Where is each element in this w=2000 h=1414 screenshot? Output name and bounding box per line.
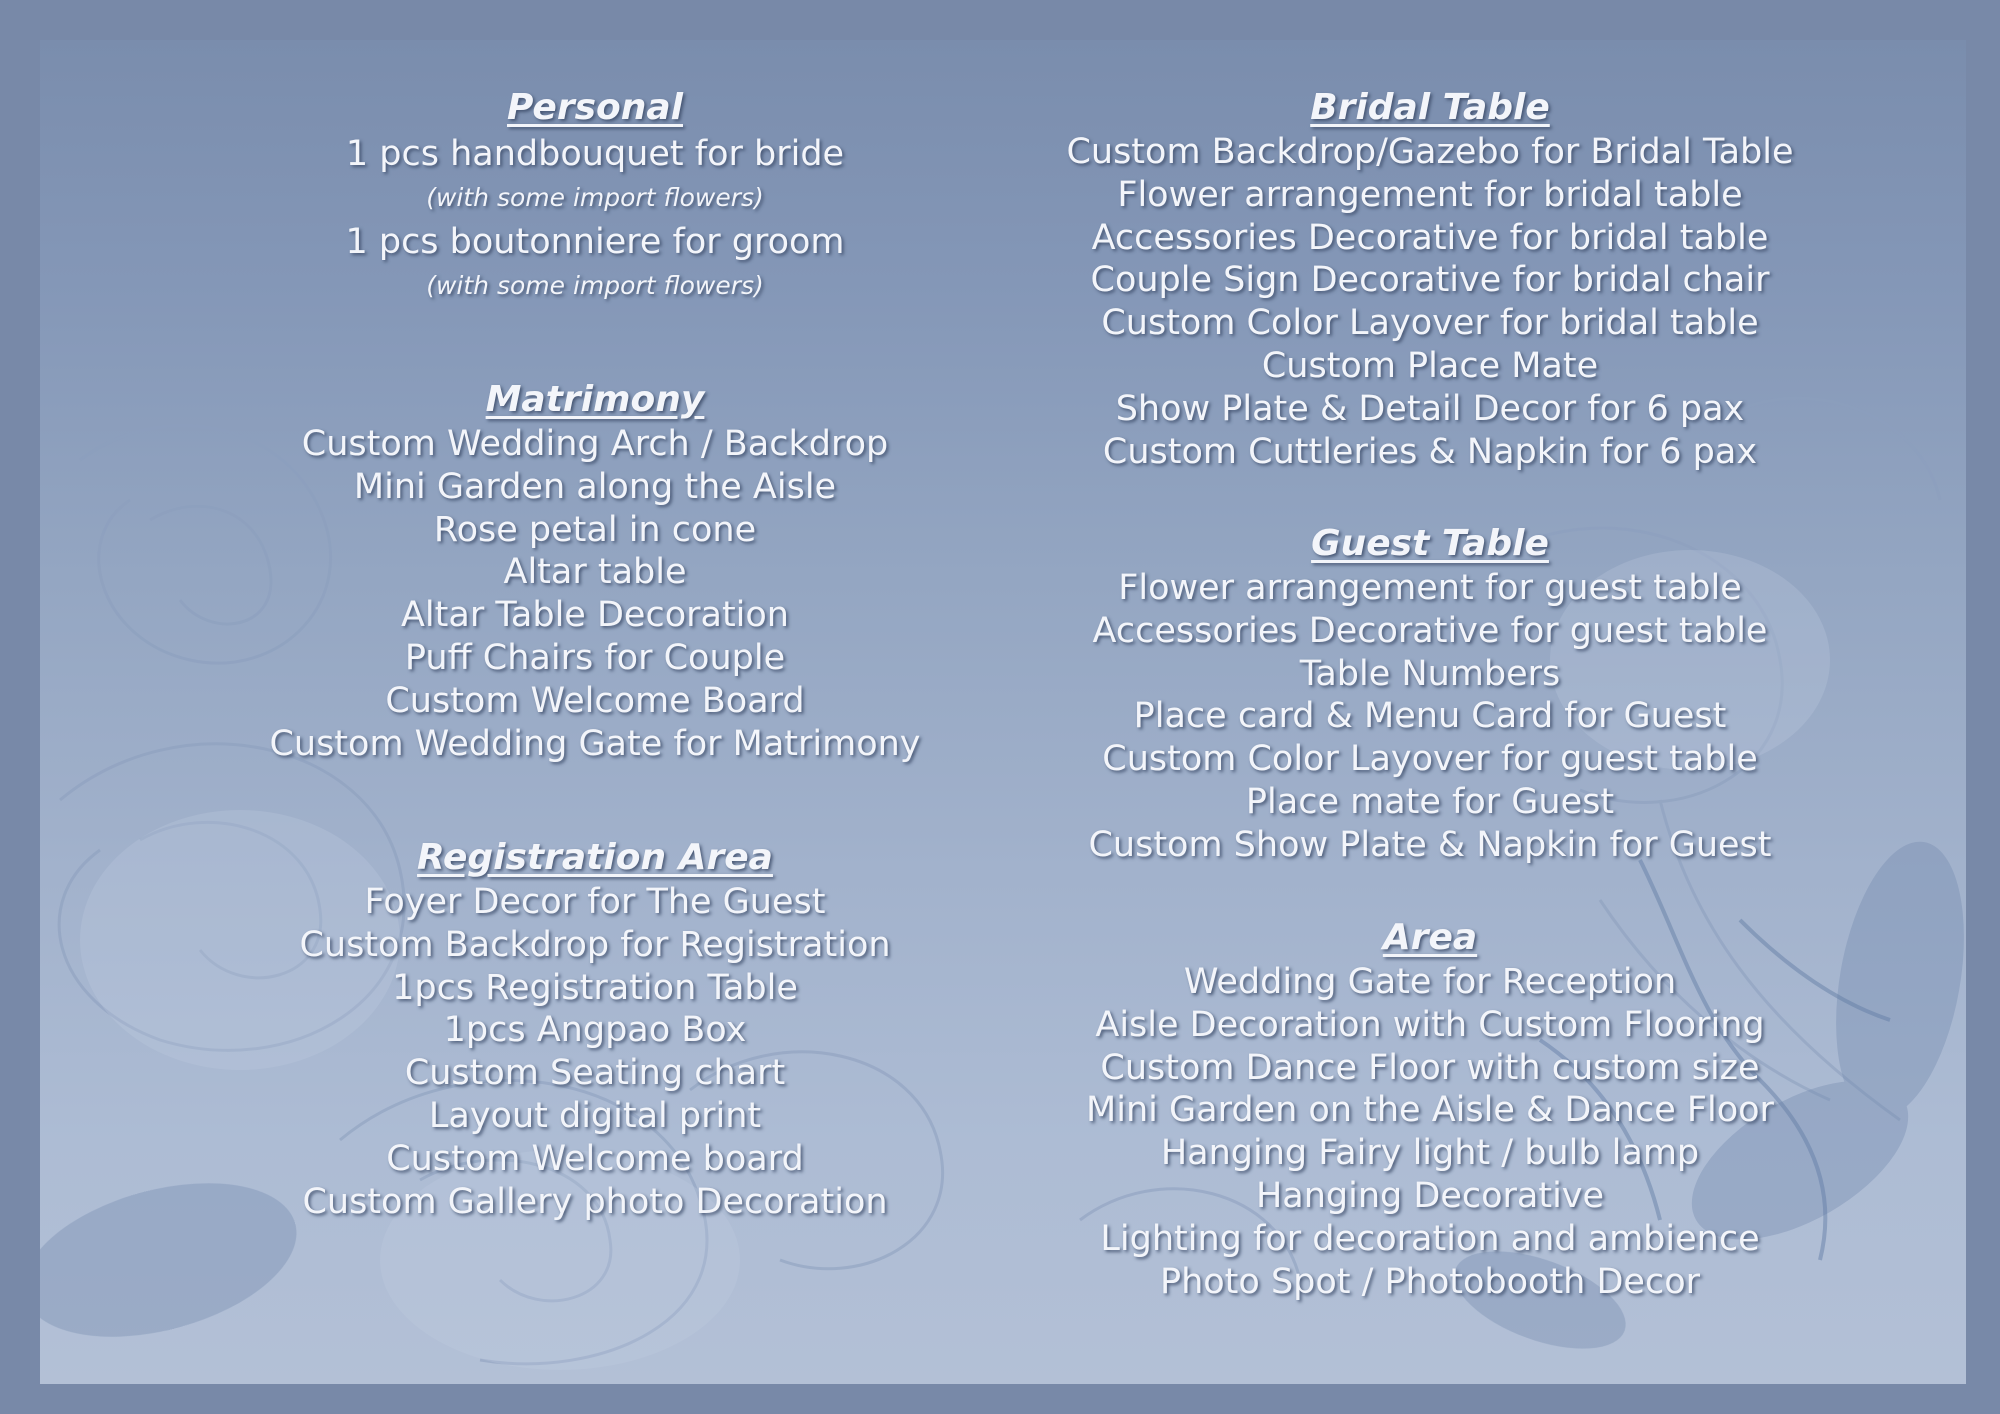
section-title-personal: Personal [506, 87, 683, 128]
section-title-matrimony: Matrimony [485, 379, 705, 420]
list-item: Photo Spot / Photobooth Decor [1159, 1261, 1701, 1302]
section-registration-area [150, 835, 1040, 1223]
list-item: Lighting for decoration and ambience [1100, 1218, 1760, 1259]
list-item: Place card & Menu Card for Guest [1133, 696, 1727, 737]
list-item: Show Plate & Detail Decor for 6 pax [1115, 388, 1745, 429]
list-item: Custom Dance Floor with custom size [1100, 1047, 1760, 1088]
list-item: Custom Welcome board [386, 1138, 804, 1179]
list-item: Custom Backdrop for Registration [299, 924, 891, 965]
list-item: Custom Gallery photo Decoration [302, 1181, 888, 1222]
list-item: Custom Welcome Board [385, 680, 805, 721]
list-item: Flower arrangement for guest table [1118, 568, 1742, 608]
list-item: Mini Garden on the Aisle & Dance Floor [1086, 1090, 1774, 1131]
section-area [1000, 915, 1860, 1303]
content-panel [40, 40, 1966, 1384]
list-item: Layout digital print [428, 1095, 762, 1136]
list-item: Flower arrangement for bridal table [1117, 174, 1743, 215]
list-item: Altar table [503, 552, 687, 593]
list-item: Foyer Decor for The Guest [364, 882, 826, 922]
list-item: Custom Color Layover for guest table [1102, 739, 1758, 780]
section-title-registration-area: Registration Area [417, 837, 773, 878]
section-guest-table [1000, 521, 1860, 867]
section-bridal-table [1000, 85, 1860, 473]
list-item: Custom Backdrop/Gazebo for Bridal Table [1066, 132, 1794, 172]
section-title-guest-table: Guest Table [1311, 523, 1549, 564]
top-border [0, 0, 2000, 40]
section-title-area: Area [1382, 917, 1478, 958]
list-item: Custom Color Layover for bridal table [1101, 303, 1759, 344]
list-item-note: (with some import flowers) [426, 271, 764, 300]
list-item: Hanging Decorative [1255, 1175, 1605, 1216]
list-item: Custom Show Plate & Napkin for Guest [1088, 824, 1772, 865]
list-item: Couple Sign Decorative for bridal chair [1090, 260, 1770, 301]
list-item: Rose petal in cone [433, 509, 757, 550]
list-item: Accessories Decorative for bridal table [1091, 217, 1769, 258]
list-item: 1pcs Angpao Box [443, 1010, 747, 1051]
list-item: Table Numbers [1299, 653, 1561, 694]
list-item: Custom Wedding Arch / Backdrop [301, 424, 889, 464]
section-matrimony [150, 377, 1040, 765]
list-item: Custom Cuttleries & Napkin for 6 pax [1102, 431, 1758, 472]
list-item: Place mate for Guest [1245, 781, 1615, 822]
section-personal [150, 85, 1040, 307]
list-item: Wedding Gate for Reception [1183, 962, 1677, 1002]
list-item: Custom Wedding Gate for Matrimony [269, 723, 921, 764]
list-item: Altar Table Decoration [400, 595, 789, 636]
list-item: Accessories Decorative for guest table [1092, 610, 1768, 651]
list-item: Custom Place Mate [1261, 345, 1599, 386]
list-item: Mini Garden along the Aisle [353, 466, 837, 507]
list-item: Hanging Fairy light / bulb lamp [1160, 1133, 1700, 1174]
section-title-bridal-table: Bridal Table [1310, 87, 1550, 128]
list-item: Puff Chairs for Couple [404, 637, 786, 678]
list-item: 1 pcs handbouquet for bride [345, 134, 845, 174]
list-item: Aisle Decoration with Custom Flooring [1095, 1004, 1765, 1045]
list-item: 1pcs Registration Table [392, 967, 798, 1008]
list-item: 1 pcs boutonniere for groom [345, 222, 845, 262]
list-item-note: (with some import flowers) [426, 183, 764, 212]
list-item: Custom Seating chart [404, 1053, 786, 1094]
